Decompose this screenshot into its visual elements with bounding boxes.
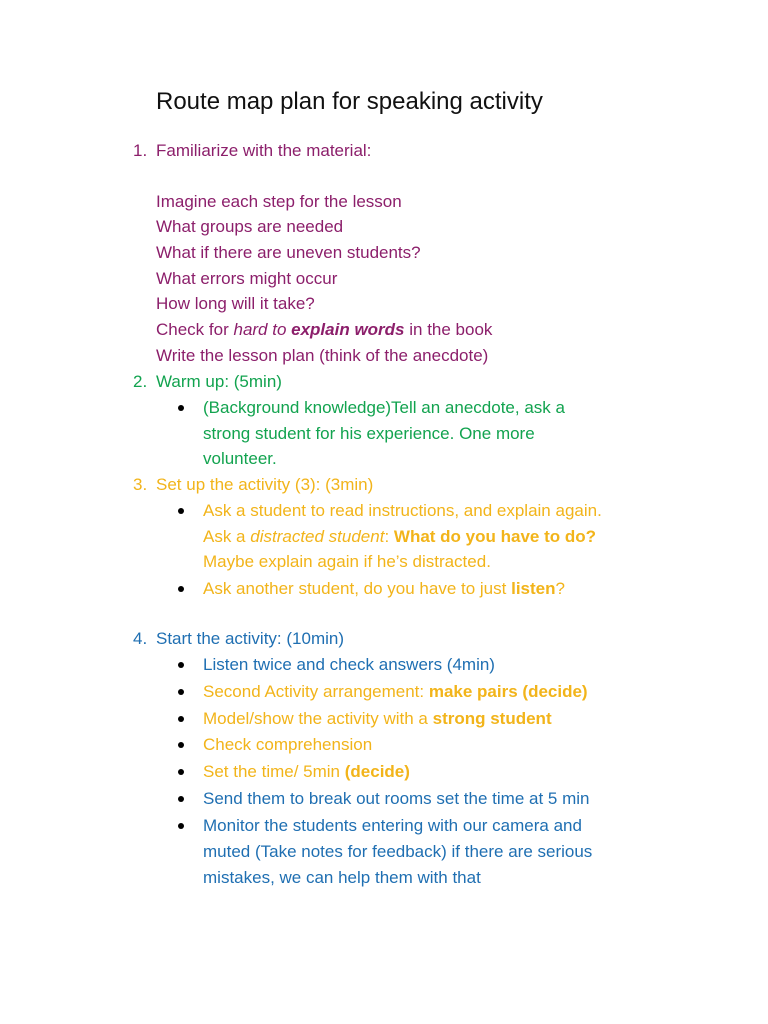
ask-italic: distracted student <box>250 527 385 546</box>
section-4-item <box>203 707 552 731</box>
section-4-item: Monitor the students entering with our camera and <box>203 816 582 835</box>
section-3-bullet-line <box>203 577 565 601</box>
bullet-icon <box>178 742 184 748</box>
ask-pre: Ask a <box>203 527 251 546</box>
section-2-bullet-line: volunteer. <box>203 449 277 468</box>
check-pre: Check for <box>156 320 234 339</box>
section-2-number: 2. <box>133 372 148 391</box>
section-1-line: What errors might occur <box>156 269 338 288</box>
section-1-line: Imagine each step for the lesson <box>156 192 402 211</box>
second-bold: make pairs (decide) <box>428 682 588 701</box>
section-2-bullet-line: strong student for his experience. One more <box>203 424 535 443</box>
section-4-item <box>203 760 410 784</box>
section-3-heading: Set up the activity (3): (3min) <box>156 475 374 494</box>
section-1-line: What groups are needed <box>156 217 344 236</box>
ask-bold: What do you have to do? <box>393 527 597 546</box>
check-italic: hard to <box>233 320 292 339</box>
section-1-line: Write the lesson plan (think of the anecdote) <box>156 346 489 365</box>
section-3-number: 3. <box>133 475 148 494</box>
section-4-heading: Start the activity: (10min) <box>156 629 345 648</box>
bullet-icon <box>178 823 184 829</box>
section-4-item: mistakes, we can help them with that <box>203 868 481 887</box>
section-3-bullet-line: Maybe explain again if he’s distracted. <box>203 552 491 571</box>
section-1-check-line <box>156 318 492 342</box>
listen-pre: Ask another student, do you have to just <box>203 579 512 598</box>
section-1-number: 1. <box>133 141 148 160</box>
bullet-icon <box>178 508 184 514</box>
section-4-item: Send them to break out rooms set the time at 5 min <box>203 789 590 808</box>
bullet-icon <box>178 716 184 722</box>
check-bold-italic: explain words <box>291 320 405 339</box>
section-4-item: Listen twice and check answers (4min) <box>203 655 495 674</box>
time-pre: Set the time/ 5min <box>203 762 345 781</box>
section-4-item: Check comprehension <box>203 735 373 754</box>
section-4-item <box>203 680 588 704</box>
section-1-line: How long will it take? <box>156 294 315 313</box>
bullet-icon <box>178 796 184 802</box>
bullet-icon <box>178 586 184 592</box>
second-pre: Second Activity arrangement: <box>203 682 429 701</box>
section-2-heading: Warm up: (5min) <box>156 372 282 391</box>
bullet-icon <box>178 689 184 695</box>
bullet-icon <box>178 662 184 668</box>
page-title: Route map plan for speaking activity <box>156 88 543 115</box>
section-1-line: What if there are uneven students? <box>156 243 421 262</box>
section-1-heading: Familiarize with the material: <box>156 141 372 160</box>
ask-mid: : <box>384 527 394 546</box>
section-3-bullet-line: Ask a student to read instructions, and explain again. <box>203 501 602 520</box>
check-post: in the book <box>404 320 493 339</box>
bullet-icon <box>178 769 184 775</box>
listen-bold: listen <box>511 579 556 598</box>
listen-post: ? <box>555 579 565 598</box>
model-bold: strong student <box>432 709 552 728</box>
time-bold: (decide) <box>344 762 410 781</box>
section-2-bullet-line: (Background knowledge)Tell an anecdote, ask a <box>203 398 565 417</box>
section-3-bullet-line <box>203 525 596 549</box>
bullet-icon <box>178 405 184 411</box>
model-pre: Model/show the activity with a <box>203 709 433 728</box>
section-4-item: muted (Take notes for feedback) if there are serious <box>203 842 593 861</box>
section-4-number: 4. <box>133 629 148 648</box>
